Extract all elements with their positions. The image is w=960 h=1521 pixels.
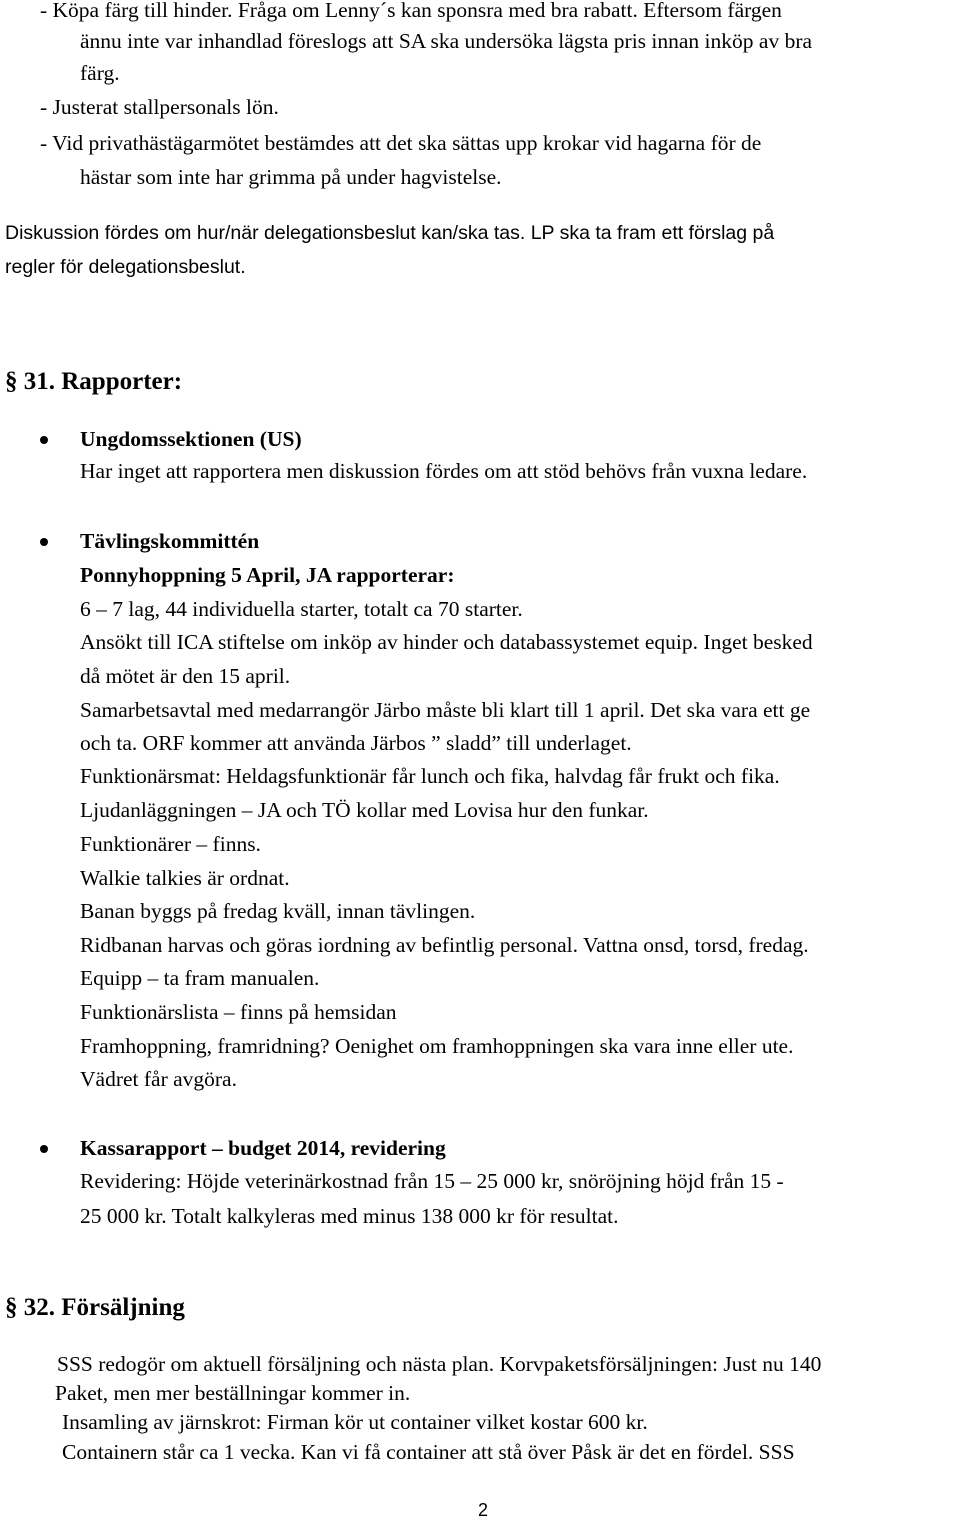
tk-line: Funktionärslista – finns på hemsidan [80,1000,397,1024]
s32-line: SSS redogör om aktuell försäljning och nästa plan. Korvpaketsförsäljningen: Just nu 140 [57,1352,822,1376]
us-text: Har inget att rapportera men diskussion fördes om att stöd behövs från vuxna ledare. [80,459,808,483]
tk-heading: Tävlingskommittén [80,529,260,553]
tk-subheading: Ponnyhoppning 5 April, JA rapporterar: [80,563,455,587]
bullet-icon [40,1145,48,1153]
tk-line: Samarbetsavtal med medarrangör Järbo måste bli klart till 1 april. Det ska vara ett ge [80,698,811,722]
s32-line: Containern står ca 1 vecka. Kan vi få container att stå över Påsk är det en fördel. SSS [62,1440,795,1464]
us-heading: Ungdomssektionen (US) [80,427,302,451]
ks-heading: Kassarapport – budget 2014, revidering [80,1136,446,1160]
intro-line: - Justerat stallpersonals lön. [40,95,279,119]
intro-line: - Köpa färg till hinder. Fråga om Lenny´s kan sponsra med bra rabatt. Eftersom färgen [40,0,782,22]
tk-line: Equipp – ta fram manualen. [80,966,320,990]
tk-line: Ridbanan harvas och göras iordning av befintlig personal. Vattna onsd, torsd, fredag. [80,933,809,957]
intro-line: ännu inte var inhandlad föreslogs att SA ska undersöka lägsta pris innan inköp av bra [80,29,813,53]
tk-line: Ljudanläggningen – JA och TÖ kollar med Lovisa hur den funkar. [80,798,649,822]
section-31-heading: § 31. Rapporter: [5,368,183,395]
discussion-line: Diskussion fördes om hur/när delegationsbeslut kan/ska tas. LP ska ta fram ett förslag på [5,222,775,244]
intro-line: färg. [80,61,120,85]
intro-line: hästar som inte har grimma på under hagvistelse. [80,165,502,189]
intro-line: - Vid privathästägarmötet bestämdes att det ska sättas upp krokar vid hagarna för de [40,131,762,155]
tk-line: Vädret får avgöra. [80,1067,237,1091]
tk-line: Framhoppning, framridning? Oenighet om framhoppningen ska vara inne eller ute. [80,1034,794,1058]
tk-line: då mötet är den 15 april. [80,664,291,688]
tk-line: och ta. ORF kommer att använda Järbos ” sladd” till underlaget. [80,731,632,755]
tk-line: Funktionärsmat: Heldagsfunktionär får lunch och fika, halvdag får frukt och fika. [80,764,780,788]
ks-line: 25 000 kr. Totalt kalkyleras med minus 138 000 kr för resultat. [80,1204,619,1228]
page-number: 2 [478,1500,489,1520]
tk-line: Funktionärer – finns. [80,832,261,856]
s32-line: Paket, men mer beställningar kommer in. [55,1381,411,1405]
ks-line: Revidering: Höjde veterinärkostnad från 15 – 25 000 kr, snöröjning höjd från 15 - [80,1169,784,1193]
discussion-line: regler för delegationsbeslut. [5,256,246,278]
section-32-heading: § 32. Försäljning [5,1294,185,1321]
bullet-icon [40,436,48,444]
tk-line: Ansökt till ICA stiftelse om inköp av hinder och databassystemet equip. Inget besked [80,630,813,654]
tk-line: Banan byggs på fredag kväll, innan tävlingen. [80,899,476,923]
tk-line: 6 – 7 lag, 44 individuella starter, totalt ca 70 starter. [80,597,523,621]
tk-line: Walkie talkies är ordnat. [80,866,290,890]
bullet-icon [40,538,48,546]
s32-line: Insamling av järnskrot: Firman kör ut container vilket kostar 600 kr. [62,1410,648,1434]
